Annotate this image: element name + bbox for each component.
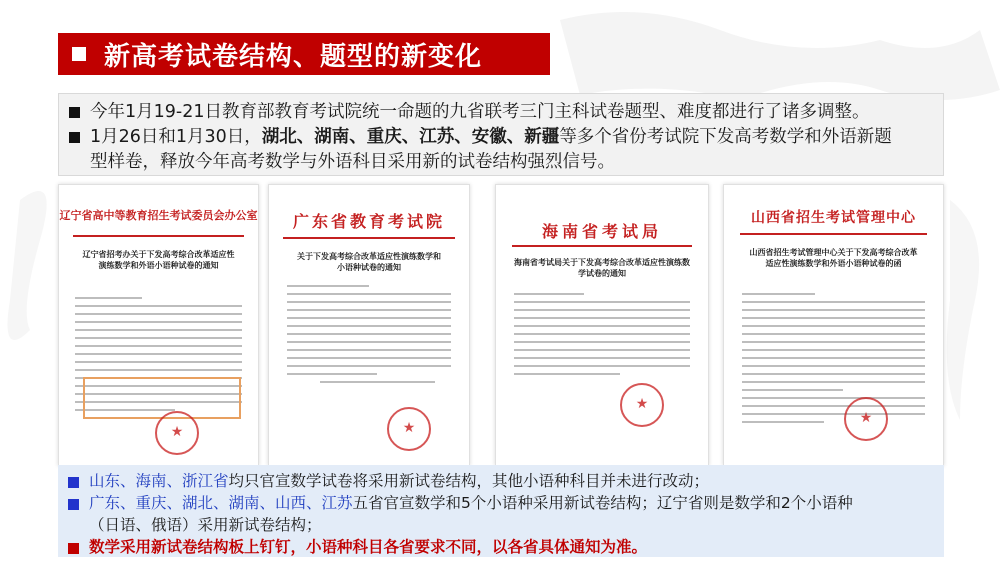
summary-panel	[58, 465, 944, 557]
intro-bullet-1	[67, 100, 935, 125]
notice-documents	[58, 184, 944, 466]
summary-bullet-2: 广东、重庆、湖北、湖南、山西、江苏五省官宣数学和5个小语种采用新试卷结构；辽宁省则是数学和2个小语种	[66, 492, 936, 514]
document-heading: 山西省招生考试管理中心	[751, 210, 916, 226]
official-seal	[620, 383, 664, 427]
summary-bullet-1: 山东、海南、浙江省均只官宣数学试卷将采用新试卷结构，其他小语种科目并未进行改动；	[66, 470, 936, 492]
document-heading: 海南省考试局	[541, 222, 662, 241]
intro-text-1: 今年1月19-21日教育部教育考试院统一命题的九省联考三门主科试卷题型、难度都进行了诸多调整。	[90, 102, 870, 122]
document-subtitle: 海南省考试局关于下发高考综合改革适应性演练数学试卷的通知	[514, 258, 690, 278]
square-bullet-icon	[68, 477, 79, 488]
official-seal	[844, 397, 888, 441]
square-bullet-icon	[68, 543, 79, 554]
document-hainan	[495, 184, 709, 466]
highlight-box	[83, 377, 241, 419]
official-seal	[387, 407, 431, 451]
document-subtitle: 关于下发高考综合改革适应性演练数学和小语种试卷的通知	[297, 252, 441, 272]
official-seal	[155, 411, 199, 455]
document-guangdong	[268, 184, 470, 466]
summary-conclusion: 数学采用新试卷结构板上钉钉，小语种科目各省要求不同，以各省具体通知为准。	[89, 538, 648, 556]
intro-panel	[58, 93, 944, 176]
intro-text-3: 型样卷，释放今年高考数学与外语科目采用新的试卷结构强烈信号。	[90, 152, 615, 172]
intro-bullet-2	[67, 125, 935, 150]
summary-text-3: （日语、俄语）采用新试卷结构；	[89, 516, 322, 534]
document-rule	[740, 233, 927, 235]
document-rule	[512, 245, 692, 247]
document-shanxi	[723, 184, 944, 466]
document-rule	[283, 237, 455, 239]
document-heading: 广东省教育考试院	[292, 212, 445, 231]
document-subtitle: 辽宁省招考办关于下发高考综合改革适应性演练数学和外语小语种试卷的通知	[82, 250, 235, 270]
summary-bullet-3	[66, 536, 936, 558]
intro-provinces: 湖北、湖南、重庆、江苏、安徽、新疆	[261, 127, 560, 147]
summary-provinces-2: 广东、重庆、湖北、湖南、山西、江苏	[89, 494, 353, 512]
document-body-text	[287, 285, 451, 389]
square-bullet-icon	[69, 132, 80, 143]
slide-title-bar	[58, 33, 550, 75]
document-body-text	[514, 293, 690, 381]
document-liaoning	[58, 184, 259, 466]
summary-provinces-1: 山东、海南、浙江省	[89, 472, 229, 490]
intro-text-2: 1月26日和1月30日，湖北、湖南、重庆、江苏、安徽、新疆等多个省份考试院下发高考数学和外语新题	[90, 127, 892, 147]
document-rule	[73, 235, 244, 237]
square-bullet-icon	[68, 499, 79, 510]
title-square-icon	[72, 47, 86, 61]
slide-title: 新高考试卷结构、题型的新变化	[104, 41, 483, 72]
document-body-text	[742, 293, 925, 429]
document-subtitle: 山西省招生考试管理中心关于下发高考综合改革适应性演练数学和外语小语种试卷的函	[749, 248, 918, 268]
square-bullet-icon	[69, 107, 80, 118]
document-heading: 辽宁省高中等教育招生考试委员会办公室	[59, 209, 258, 222]
